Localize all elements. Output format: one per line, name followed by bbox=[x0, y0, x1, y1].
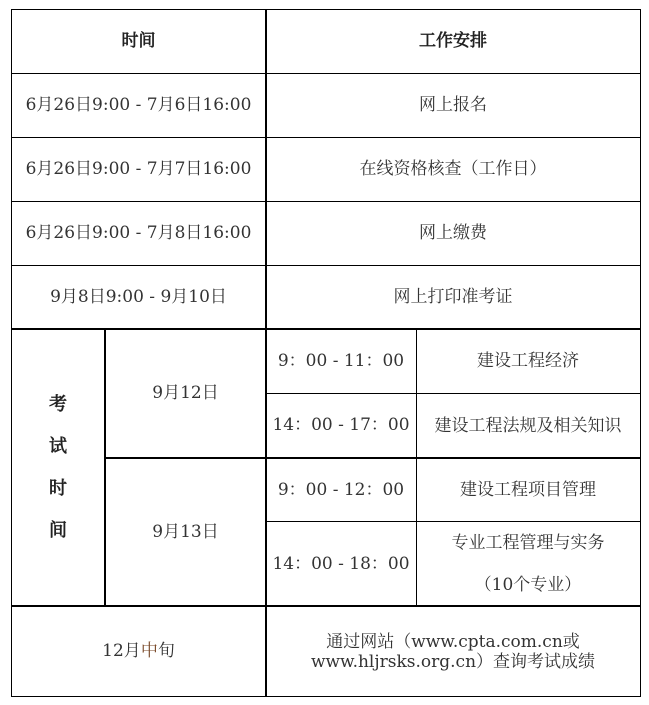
result-date-part3: 旬 bbox=[157, 641, 175, 661]
result-date-part2: 中 bbox=[140, 641, 158, 661]
header-time: 时间 bbox=[121, 30, 156, 51]
exam-day-2-date: 9月13日 bbox=[152, 521, 219, 542]
row-1-time: 6月26日9:00 - 7月6日16:00 bbox=[25, 94, 252, 115]
row-4-time: 9月8日9:00 - 9月10日 bbox=[50, 286, 227, 307]
row-3-time: 6月26日9:00 - 7月8日16:00 bbox=[25, 222, 252, 243]
session-4-subject-line2: （10个专业） bbox=[474, 575, 582, 595]
session-2-subject: 建设工程法规及相关知识 bbox=[434, 415, 622, 436]
row-3-work: 网上缴费 bbox=[419, 222, 487, 243]
row-2-time: 6月26日9:00 - 7月7日16:00 bbox=[25, 158, 252, 179]
row-1-work: 网上报名 bbox=[419, 94, 487, 115]
session-3-time: 9：00 - 12：00 bbox=[277, 479, 405, 500]
row-2-work: 在线资格核查（工作日） bbox=[359, 158, 547, 179]
session-4-subject bbox=[416, 522, 640, 606]
session-1-subject: 建设工程经济 bbox=[477, 350, 579, 371]
result-date-part1: 12月 bbox=[102, 641, 141, 661]
exam-day-1-date: 9月12日 bbox=[152, 383, 219, 403]
session-4-subject-line1: 专业工程管理与实务 bbox=[451, 533, 605, 553]
header-work: 工作安排 bbox=[419, 30, 487, 51]
session-1-time: 9：00 - 11：00 bbox=[277, 350, 405, 371]
result-date bbox=[11, 606, 266, 697]
exam-label-char-2: 试 bbox=[49, 435, 67, 457]
exam-label-char-3: 时 bbox=[49, 477, 67, 499]
row-4-work: 网上打印准考证 bbox=[393, 286, 513, 307]
session-3-subject: 建设工程项目管理 bbox=[460, 479, 596, 500]
exam-time-label bbox=[11, 329, 105, 606]
session-2-time: 14：00 - 17：00 bbox=[272, 415, 410, 435]
result-description: 通过网站（www.cpta.com.cn或www.hljrsks.org.cn）查询考试成绩 bbox=[310, 631, 596, 672]
exam-label-char-4: 间 bbox=[49, 519, 67, 541]
exam-label-char-1: 考 bbox=[49, 393, 67, 415]
session-4-time: 14：00 - 18：00 bbox=[272, 553, 410, 574]
